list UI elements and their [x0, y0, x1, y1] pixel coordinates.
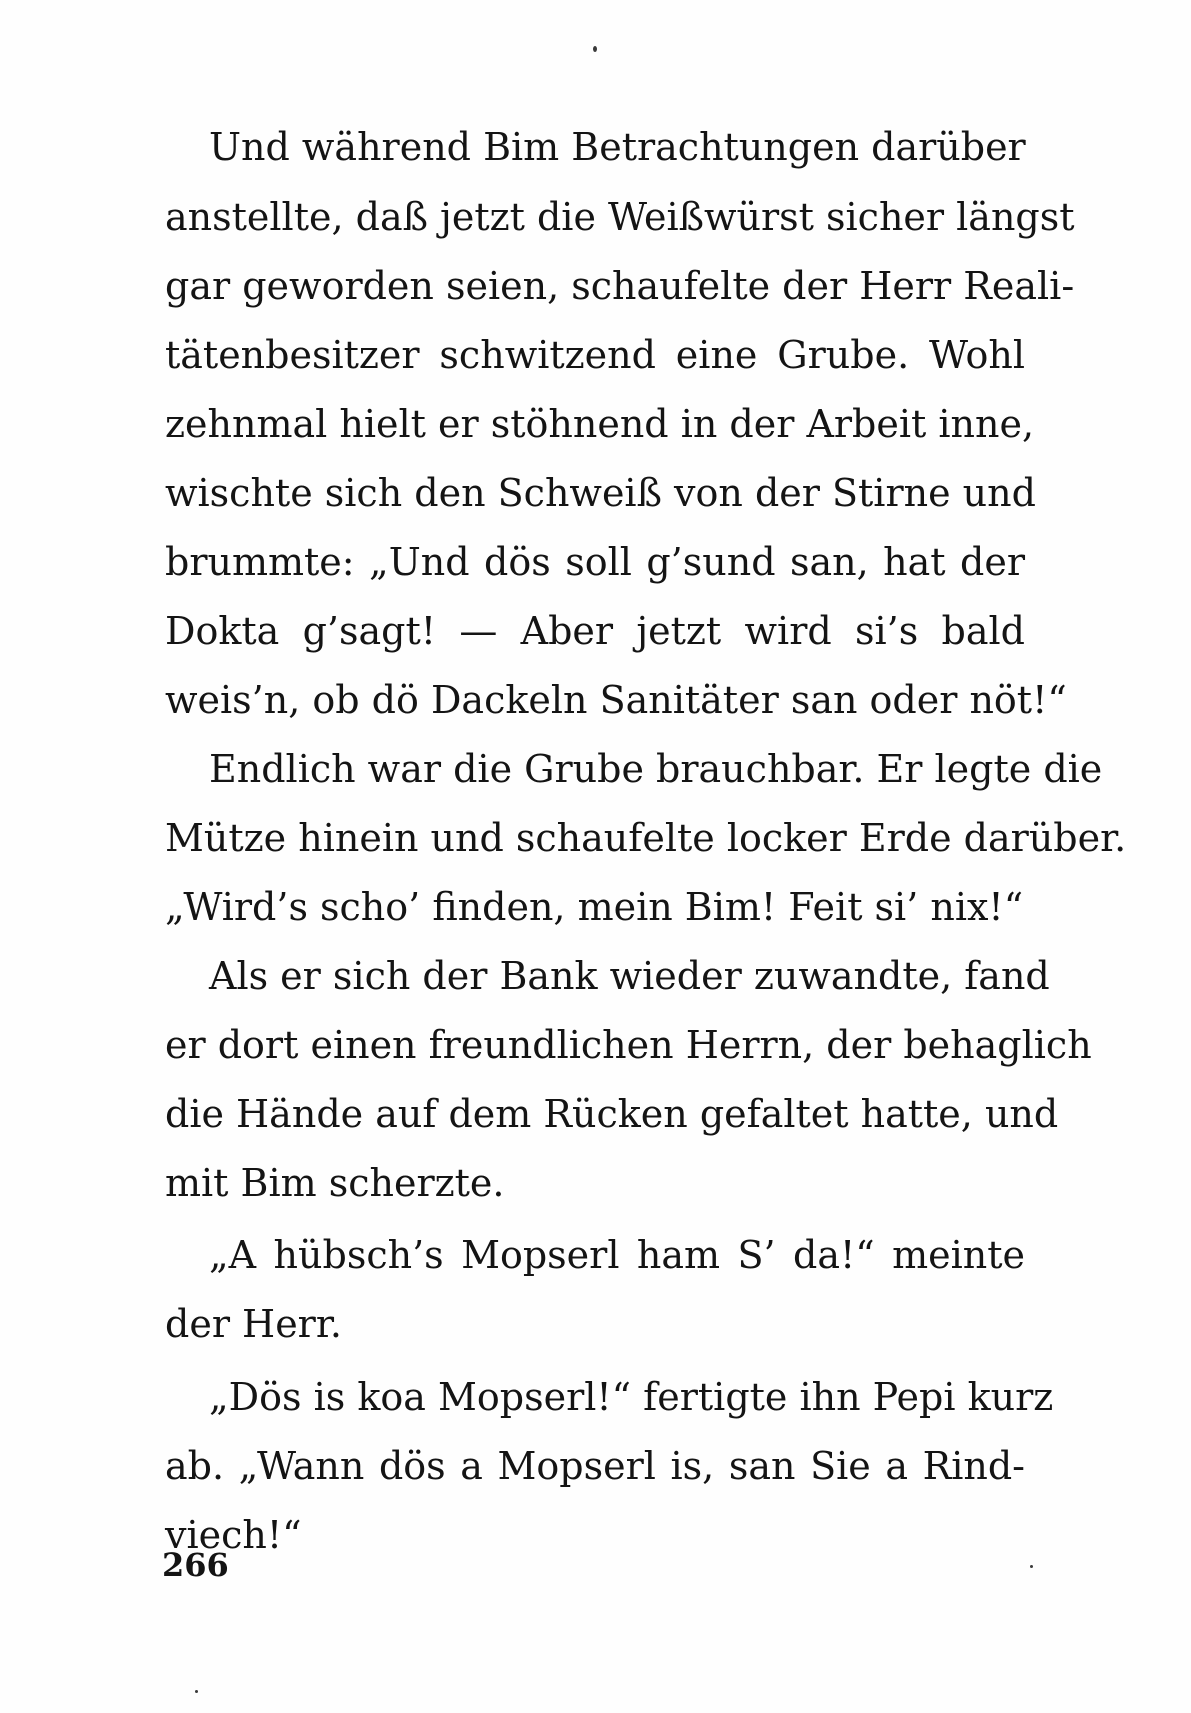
text-line: Endlich war die Grube brauchbar. Er legte die — [209, 747, 1103, 791]
text-line: mit Bim scherzte. — [165, 1161, 505, 1205]
text-line: Und während Bim Betrachtungen darüber — [209, 125, 1026, 169]
text-line: „Wird’s scho’ finden, mein Bim! Feit si’ nix!“ — [165, 885, 1024, 929]
text-line: Als er sich der Bank wieder zuwandte, fand — [209, 954, 1050, 998]
text-line: der Herr. — [165, 1302, 342, 1346]
print-speck — [195, 1690, 198, 1693]
text-line: gar geworden seien, schaufelte der Herr Reali- — [165, 264, 1075, 308]
text-line: brummte: „Und dös soll g’sund san, hat der — [165, 540, 1025, 584]
text-line: viech!“ — [165, 1513, 302, 1557]
text-line: die Hände auf dem Rücken gefaltet hatte, und — [165, 1092, 1059, 1136]
print-speck — [1030, 1565, 1033, 1568]
text-line: weis’n, ob dö Dackeln Sanitäter san oder nöt!“ — [165, 678, 1067, 722]
page-number: 266 — [162, 1546, 229, 1584]
text-line: tätenbesitzer schwitzend eine Grube. Wohl — [165, 333, 1025, 377]
text-line: zehnmal hielt er stöhnend in der Arbeit inne, — [165, 402, 1035, 446]
print-speck — [593, 46, 597, 52]
text-line: Mütze hinein und schaufelte locker Erde darüber. — [165, 816, 1127, 860]
text-line: er dort einen freundlichen Herrn, der behaglich — [165, 1023, 1092, 1067]
text-line: wischte sich den Schweiß von der Stirne und — [165, 471, 1036, 515]
text-line: Dokta g’sagt! — Aber jetzt wird si’s bald — [165, 609, 1025, 653]
text-line: „Dös is koa Mopserl!“ fertigte ihn Pepi kurz — [209, 1375, 1054, 1419]
text-line: „A hübsch’s Mopserl ham S’ da!“ meinte — [209, 1233, 1025, 1277]
text-line: anstellte, daß jetzt die Weißwürst sicher längst — [165, 195, 1075, 239]
text-line: ab. „Wann dös a Mopserl is, san Sie a Rind- — [165, 1444, 1025, 1488]
